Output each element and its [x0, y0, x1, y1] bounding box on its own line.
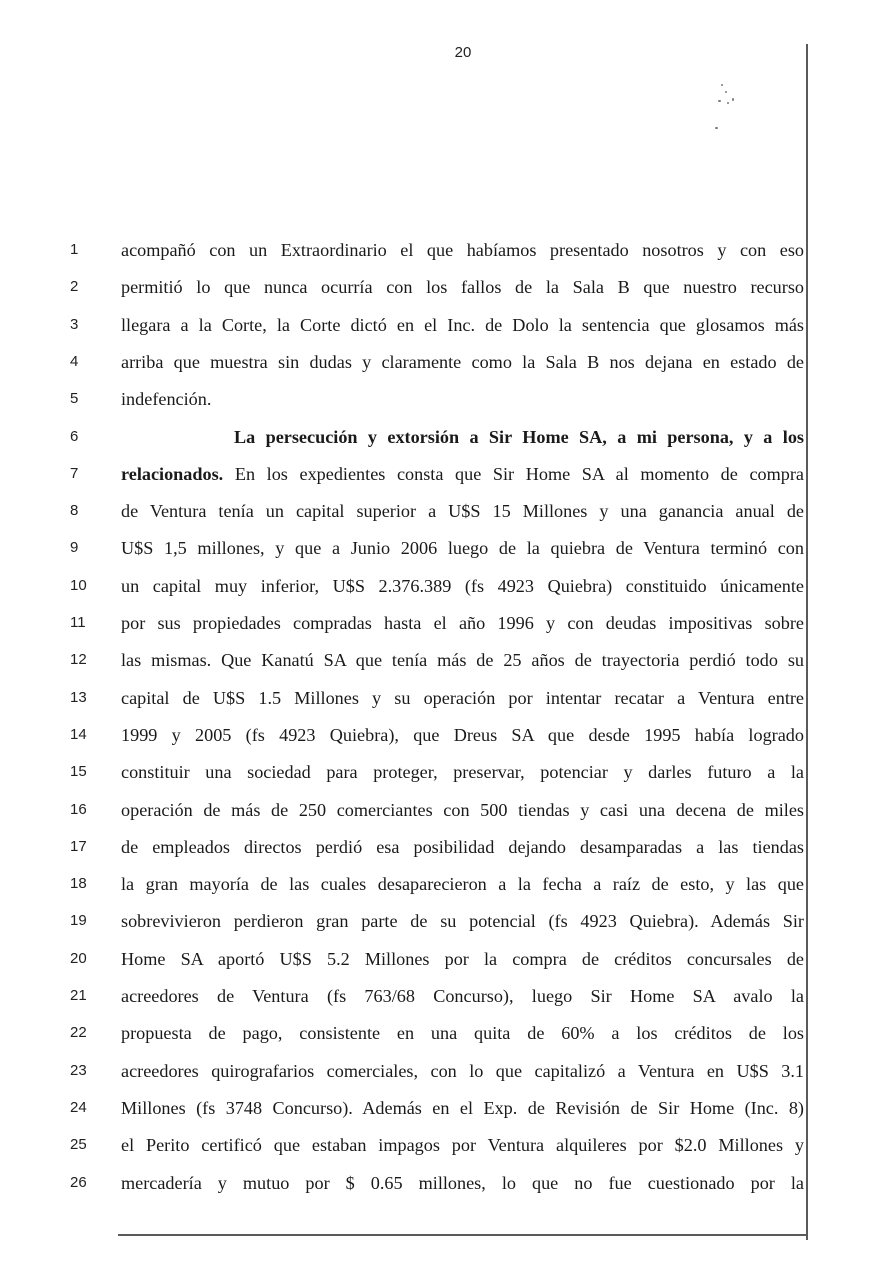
text-segment: constituir una sociedad para proteger, preservar, potenciar y darles futuro a la: [121, 762, 804, 783]
line-number: 19: [70, 912, 87, 930]
text-line: [0, 571, 886, 601]
text-segment: indefención.: [121, 389, 212, 410]
text-line: [0, 832, 886, 862]
text-segment: acompañó con un Extraordinario el que habíamos presentado nosotros y con eso: [121, 240, 804, 260]
text-line: [0, 645, 886, 675]
line-text: [121, 1018, 804, 1048]
text-segment: mercadería y mutuo por $ 0.65 millones, lo que no fue cuestionado por la: [121, 1172, 804, 1193]
text-segment: llegara a la Corte, la Corte dictó en el Inc. de Dolo la sentencia que glosamos más: [121, 314, 804, 335]
line-text: [121, 571, 804, 601]
line-number: 20: [70, 949, 87, 967]
text-segment: acreedores quirografarios comerciales, con lo que capitalizó a Ventura en U$S 3.1: [121, 1060, 804, 1081]
text-line: [0, 1056, 886, 1086]
text-segment: capital de U$S 1.5 Millones y su operación por intentar recatar a Ventura entre: [121, 687, 804, 708]
text-line: [0, 757, 886, 787]
line-text: [121, 347, 804, 377]
text-line: [0, 310, 886, 340]
text-line: [0, 235, 886, 265]
line-text: [121, 310, 804, 340]
text-line: [0, 272, 886, 302]
text-segment: permitió lo que nunca ocurría con los fallos de la Sala B que nuestro recurso: [121, 277, 804, 298]
line-text: [121, 795, 804, 825]
text-line: [0, 720, 886, 750]
text-line: [0, 869, 886, 899]
line-text: [121, 1056, 804, 1086]
text-line: [0, 683, 886, 713]
line-number: 12: [70, 651, 87, 669]
line-number: 3: [70, 315, 79, 333]
line-number: 9: [70, 539, 79, 557]
text-line: [0, 1018, 886, 1048]
text-segment: el Perito certificó que estaban impagos por Ventura alquileres por $2.0 Millones y: [121, 1135, 804, 1156]
text-line: [0, 1130, 886, 1160]
text-line: [0, 608, 886, 638]
text-segment: sobrevivieron perdieron gran parte de su potencial (fs 4923 Quiebra). Además Sir: [121, 911, 804, 932]
text-segment: En los expedientes consta que Sir Home SA al momento de compra: [223, 463, 804, 484]
line-text: [121, 384, 804, 414]
line-number: 18: [70, 875, 87, 893]
line-text: [121, 645, 804, 675]
line-text: [121, 459, 804, 489]
text-segment: Millones (fs 3748 Concurso). Además en el Exp. de Revisión de Sir Home (Inc. 8): [121, 1097, 804, 1118]
line-number: 15: [70, 763, 87, 781]
line-text: [121, 720, 804, 750]
text-segment: U$S 1,5 millones, y que a Junio 2006 luego de la quiebra de Ventura terminó con: [121, 538, 804, 559]
line-number: 4: [70, 352, 79, 370]
text-segment: la gran mayoría de las cuales desaparecieron a la fecha a raíz de esto, y las que: [121, 874, 804, 895]
text-segment: arriba que muestra sin dudas y claramente como la Sala B nos dejana en estado de: [121, 351, 804, 372]
line-text: [121, 944, 804, 974]
line-number: 7: [70, 464, 79, 482]
line-text: [121, 757, 804, 787]
line-text: [121, 235, 804, 265]
text-segment: propuesta de pago, consistente en una quita de 60% a los créditos de los: [121, 1023, 804, 1044]
line-text: [121, 906, 804, 936]
line-number: 21: [70, 987, 87, 1004]
line-text: [121, 1093, 804, 1123]
text-line: [0, 1093, 886, 1123]
line-text: [121, 1130, 804, 1160]
line-number: 8: [70, 502, 79, 520]
line-number: 14: [70, 725, 87, 743]
text-segment: las mismas. Que Kanatú SA que tenía más de 25 años de trayectoria perdió todo su: [121, 650, 804, 671]
line-number: 5: [70, 390, 79, 408]
line-number: 26: [70, 1173, 87, 1191]
text-line: [0, 981, 886, 1011]
text-segment: Home SA aportó U$S 5.2 Millones por la compra de créditos concursales de: [121, 948, 804, 969]
text-line: [0, 422, 886, 452]
line-number: 13: [70, 688, 87, 706]
line-number: 10: [70, 576, 87, 594]
line-number: 16: [70, 800, 87, 818]
line-number: 24: [70, 1098, 87, 1116]
line-text: [121, 832, 804, 862]
text-segment: de empleados directos perdió esa posibilidad dejando desamparadas a las tiendas: [121, 836, 804, 857]
line-text: [234, 422, 804, 452]
text-line: [0, 533, 886, 563]
text-line: [0, 496, 886, 526]
line-text: [121, 683, 804, 713]
text-line: [0, 795, 886, 825]
line-number: 2: [70, 278, 79, 296]
line-number: 17: [70, 837, 87, 855]
line-text: [121, 533, 804, 563]
line-text: [121, 496, 804, 526]
text-line: [0, 906, 886, 936]
text-line: [0, 384, 886, 414]
line-text: [121, 1168, 804, 1198]
bold-text: relacionados.: [121, 463, 224, 484]
line-text: [121, 608, 804, 638]
line-text: [121, 869, 804, 899]
text-segment: acreedores de Ventura (fs 763/68 Concurso), luego Sir Home SA avalo la: [121, 986, 804, 1006]
line-number: 22: [70, 1024, 87, 1042]
line-number: 11: [70, 614, 86, 631]
line-number: 6: [70, 427, 79, 445]
text-line: [0, 944, 886, 974]
text-line: [0, 459, 886, 489]
line-number: 1: [70, 241, 79, 258]
text-line: [0, 1168, 886, 1198]
line-number: 25: [70, 1136, 87, 1154]
page-number: 20: [454, 44, 472, 61]
text-segment: 1999 y 2005 (fs 4923 Quiebra), que Dreus SA que desde 1995 había logrado: [121, 724, 804, 745]
text-segment: de Ventura tenía un capital superior a U$S 15 Millones y una ganancia anual de: [121, 501, 804, 522]
text-segment: por sus propiedades compradas hasta el año 1996 y con deudas impositivas sobre: [121, 613, 804, 633]
text-segment: operación de más de 250 comerciantes con 500 tiendas y casi una decena de miles: [121, 799, 804, 820]
bold-text: La persecución y extorsión a Sir Home SA, a mi persona, y a los: [234, 426, 804, 447]
text-segment: un capital muy inferior, U$S 2.376.389 (fs 4923 Quiebra) constituido únicamente: [121, 575, 804, 596]
bottom-rule: [118, 1234, 806, 1236]
line-text: [121, 272, 804, 302]
text-line: [0, 347, 886, 377]
line-text: [121, 981, 804, 1011]
line-number: 23: [70, 1061, 87, 1079]
